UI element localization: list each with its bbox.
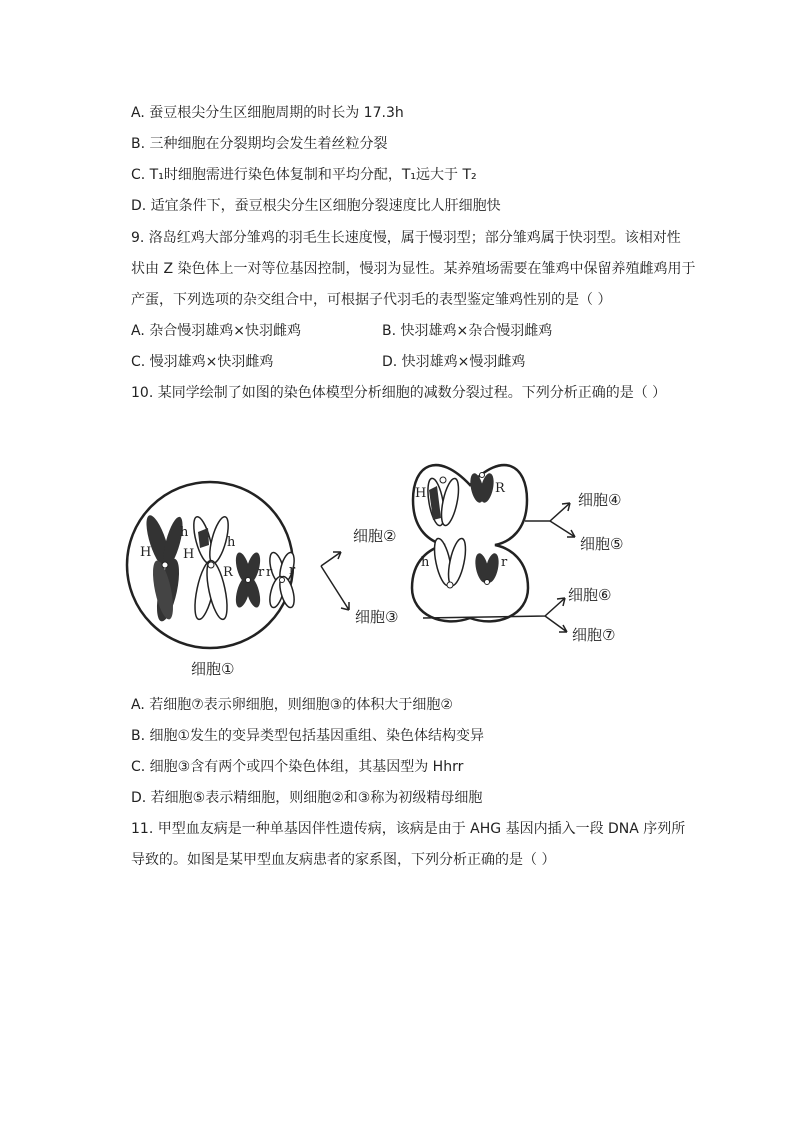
cell7-label: 细胞⑦ (572, 626, 616, 644)
chromosome-r-dark (233, 551, 263, 609)
gene-label-r-2: r (266, 565, 273, 580)
q11-stem-line1: 11. 甲型血友病是一种单基因伴性遗传病，该病是由于 AHG 基因内插入一段 DNA 序列所 (131, 821, 686, 837)
cell2-label: 细胞② (353, 527, 397, 545)
q9-stem-line3: 产蛋，下列选项的杂交组合中，可根据子代羽毛的表型鉴定雏鸡性别的是（ ） (131, 292, 612, 308)
upper-chromosome-H (425, 477, 462, 527)
meiosis-figure (125, 440, 685, 690)
q11-stem-line2: 导致的。如图是某甲型血友病患者的家系图，下列分析正确的是（ ） (131, 852, 556, 868)
q9-option-a: A. 杂合慢羽雄鸡×快羽雌鸡 (131, 323, 301, 339)
gene-label-r-1: r (258, 565, 265, 580)
q8-option-a: A. 蚕豆根尖分生区细胞周期的时长为 17.3h (131, 105, 404, 121)
gene-label-r-3: r (289, 563, 296, 578)
gene-label-R-2: R (495, 481, 505, 496)
gene-label-H-2: H (183, 547, 195, 562)
q8-option-c: C. T₁时细胞需进行染色体复制和平均分配，T₁远大于 T₂ (131, 167, 477, 183)
lower-chromosome-r (473, 552, 501, 584)
cell1-label: 细胞① (191, 660, 235, 678)
q9-option-b: B. 快羽雄鸡×杂合慢羽雌鸡 (382, 323, 553, 339)
q8-option-d: D. 适宜条件下，蚕豆根尖分生区细胞分裂速度比人肝细胞快 (131, 198, 501, 214)
cell5-label: 细胞⑤ (580, 535, 624, 553)
gene-label-h-2: h (227, 535, 236, 550)
gene-label-h-1: h (180, 525, 189, 540)
gene-label-r-4: r (501, 555, 508, 570)
cell4-label: 细胞④ (578, 491, 622, 509)
gene-label-H-3: H (415, 486, 427, 501)
q9-stem-line2: 状由 Z 染色体上一对等位基因控制，慢羽为显性。某养殖场需要在雏鸡中保留养殖雌鸡用于 (131, 261, 696, 277)
upper-chromosome-R (468, 472, 496, 504)
q8-option-b: B. 三种细胞在分裂期均会发生着丝粒分裂 (131, 136, 388, 152)
q10-option-b: B. 细胞①发生的变异类型包括基因重组、染色体结构变异 (131, 728, 485, 744)
q9-option-d: D. 快羽雄鸡×慢羽雌鸡 (382, 354, 526, 370)
lower-chromosome-h (431, 537, 469, 588)
q9-option-c: C. 慢羽雄鸡×快羽雌鸡 (131, 354, 274, 370)
q9-stem-line1: 9. 洛岛红鸡大部分雏鸡的羽毛生长速度慢，属于慢羽型；部分雏鸡属于快羽型。该相对性 (131, 230, 681, 246)
q10-stem: 10. 某同学绘制了如图的染色体模型分析细胞的减数分裂过程。下列分析正确的是（ ） (131, 385, 667, 401)
q10-option-d: D. 若细胞⑤表示精细胞，则细胞②和③称为初级精母细胞 (131, 790, 483, 806)
q10-option-c: C. 细胞③含有两个或四个染色体组，其基因型为 Hhrr (131, 759, 464, 775)
q10-option-a: A. 若细胞⑦表示卵细胞，则细胞③的体积大于细胞② (131, 697, 453, 713)
gene-label-h-3: h (421, 555, 430, 570)
gene-label-R: R (223, 565, 233, 580)
cell3-label: 细胞③ (355, 608, 399, 626)
gene-label-H-1: H (140, 545, 152, 560)
cell6-label: 细胞⑥ (568, 586, 612, 604)
